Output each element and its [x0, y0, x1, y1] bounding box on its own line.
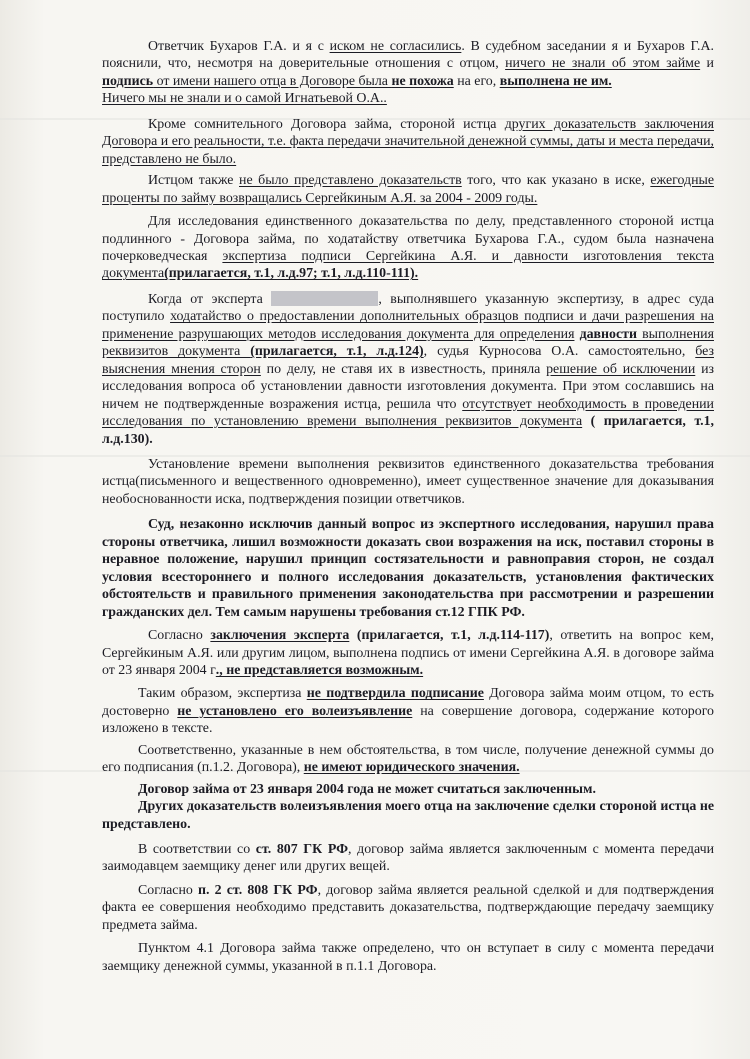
paragraph-2: Кроме сомнительного Договора займа, стороной истца других доказательств заключения Договора и его реальности, т.е. факта передачи значительной денежной суммы, даты и места передачи, представлено не было.: [102, 116, 714, 167]
paragraph-14: Согласно п. 2 ст. 808 ГК РФ, договор займа является реальной сделкой и для подтверждения факта ее совершения необходимо представить доказательства, подтверждающие передачу заемщику предмета займа.: [102, 882, 714, 933]
paragraph-8: Согласно заключения эксперта (прилагается, т.1, л.д.114-117), ответить на вопрос кем, Сергейкиным А.Я. или другим лицом, выполнена подпись от имени Сергейкина А.Я. в договоре займа от 23 января 2004 г., не представляется возможным.: [102, 628, 714, 678]
paragraph-7: Суд, незаконно исключив данный вопрос из экспертного исследования, нарушил права стороны ответчика, лишил возможности доказать свои возражения на иск, поставил стороны в неравное положение, нарушил принцип состязательности и равноправия сторон, не создал условия всестороннего и полного исследования доказательств, установления фактических обстоятельств и правильного применения законодательства при рассмотрении и разрешении гражданских дел. Тем самым нарушены требования ст.12 ГПК РФ.: [102, 517, 714, 620]
redacted-name: [271, 291, 378, 306]
paragraph-10: Соответственно, указанные в нем обстоятельства, в том числе, получение денежной суммы до его подписания (п.1.2. Договора), не имеют юридического значения.: [102, 742, 714, 776]
paragraph-13: В соответствии со ст. 807 ГК РФ, договор займа является заключенным с момента передачи заимодавцем заемщику денег или других вещей.: [102, 842, 715, 875]
paragraph-6: Установление времени выполнения реквизитов единственного доказательства требования истца(письменного и вещественного одновременно), имеет существенное значение для доказывания необоснованности иска, подтверждения позиции ответчиков.: [102, 456, 714, 507]
paragraph-12: Других доказательств волеизъявления моего отца на заключение сделки стороной истца не представлено.: [102, 799, 714, 832]
paragraph-9: Таким образом, экспертиза не подтвердила подписание Договора займа моим отцом, то есть достоверно не установлено его волеизъявление на совершение договора, содержание которого изложено в тексте.: [102, 686, 714, 737]
paragraph-1: Ответчик Бухаров Г.А. и я с иском не согласились. В судебном заседании я и Бухаров Г.А. пояснили, что, несмотря на доверительные отношения с отцом, ничего не знали об этом займе и подпись от имени нашего отца в Договоре была не похожа на его, выполнена не им. Ничего мы не знали и о самой Игнатьевой О.А..: [102, 39, 714, 107]
paragraph-15: Пунктом 4.1 Договора займа также определено, что он вступает в силу с момента передачи заемщику денежной суммы, указанной в п.1.1 Договора.: [102, 941, 714, 974]
paragraph-3: Истцом также не было представлено доказательств того, что как указано в иске, ежегодные проценты по займу возвращались Сергейкиным А.Я. за 2004 - 2009 годы.: [102, 173, 714, 206]
paragraph-11: Договор займа от 23 января 2004 года не может считаться заключенным.: [138, 781, 596, 797]
paragraph-4: Для исследования единственного доказательства по делу, представленного стороной истца подлинного - Договора займа, по ходатайству ответчика Бухарова Г.А., судом была назначена почерковедческая экспертиза подписи Сергейкина А.Я. и давности изготовления текста документа(прилагается, т.1, л.д.97; т.1, л.д.110-111).: [102, 214, 715, 282]
paragraph-5: Когда от эксперта , выполнявшего указанную экспертизу, в адрес суда поступило ходатайство о предоставлении дополнительных образцов подписи и дачи разрешения на применение разрушающих методов исследования документа для определения давности выполнения реквизитов документа (прилагается, т.1, л.д.124), судья Курносова О.А. самостоятельно, без выяснения мнения сторон по делу, не ставя их в известность, приняла решение об исключении из исследования вопроса об установлении давности изготовления документа. При этом сославшись на ничем не подтвержденные возражения истца, решила что отсутствует необходимость в проведении исследования по установлению времени выполнения реквизитов документа ( прилагается, т.1, л.д.130).: [102, 291, 715, 447]
document-body: [102, 38, 714, 975]
